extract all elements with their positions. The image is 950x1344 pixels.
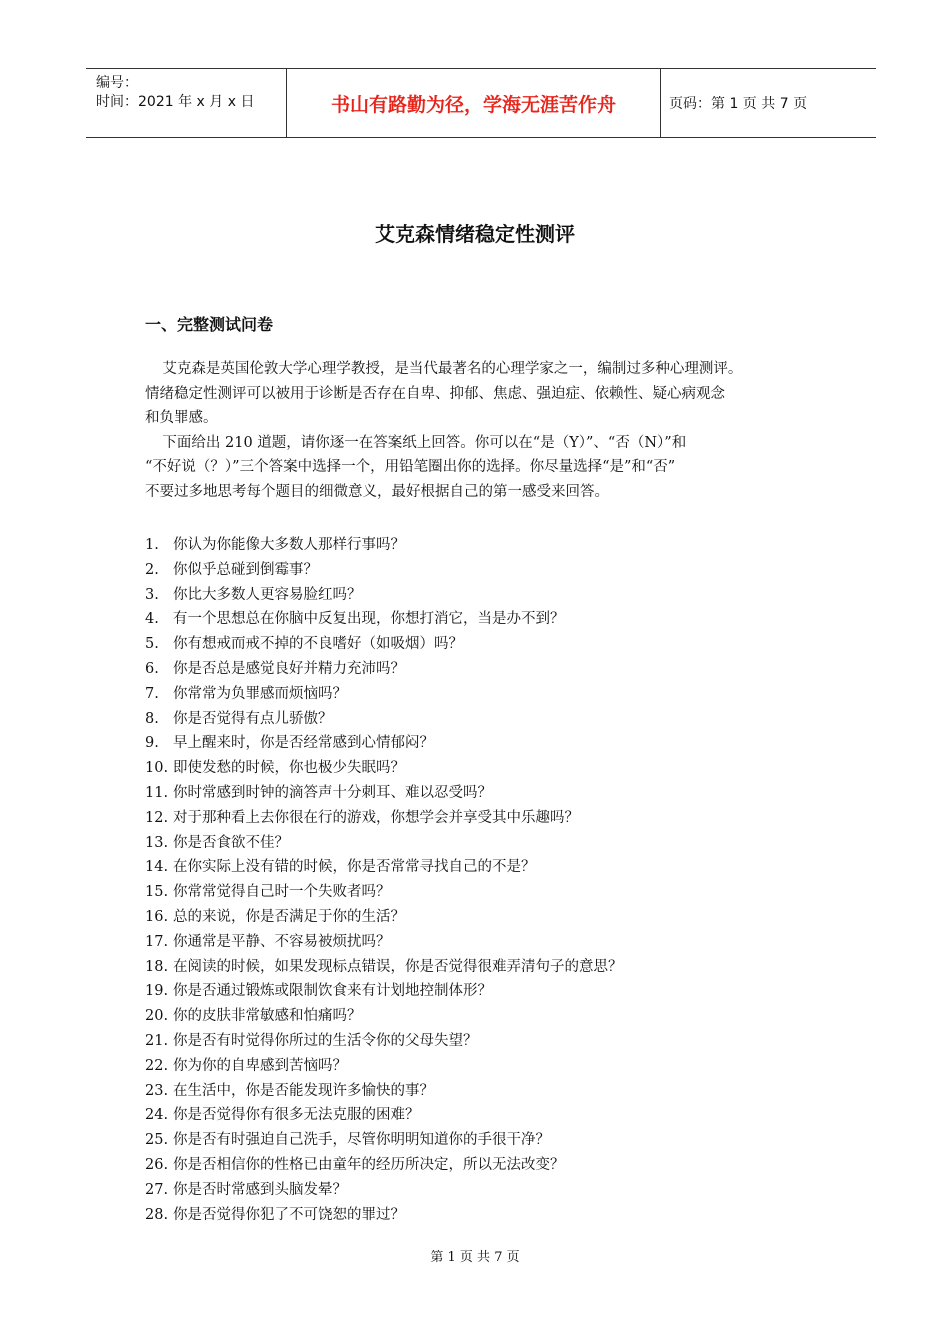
header-table bbox=[86, 68, 876, 138]
question-item bbox=[145, 905, 835, 930]
question-number: 20. bbox=[145, 1008, 169, 1025]
question-item bbox=[145, 880, 835, 905]
question-number: 28. bbox=[145, 1206, 169, 1223]
question-number: 21. bbox=[145, 1032, 169, 1049]
question-number: 14. bbox=[145, 859, 169, 876]
page-footer: 第 1 页 共 7 页 bbox=[430, 1250, 520, 1265]
question-number: 25. bbox=[145, 1132, 169, 1149]
question-number: 27. bbox=[145, 1181, 169, 1198]
question-text: 你比大多数人更容易脸红吗？ bbox=[173, 586, 362, 603]
question-text: 你似乎总碰到倒霉事？ bbox=[173, 561, 318, 578]
question-text: 总的来说，你是否满足于你的生活？ bbox=[173, 908, 405, 925]
question-item bbox=[145, 1054, 835, 1079]
question-text: 你是否总是感觉良好并精力充沛吗？ bbox=[173, 660, 405, 677]
question-item bbox=[145, 558, 835, 583]
question-text: 你常常为负罪感而烦恼吗？ bbox=[173, 685, 347, 702]
question-item bbox=[145, 583, 835, 608]
question-number: 11. bbox=[145, 784, 169, 801]
intro-line: 和负罪感。 bbox=[145, 410, 218, 426]
question-text: 在生活中，你是否能发现许多愉快的事？ bbox=[173, 1082, 434, 1099]
question-item bbox=[145, 1178, 835, 1203]
question-item bbox=[145, 955, 835, 980]
question-number: 18. bbox=[145, 958, 169, 975]
question-text: 你时常感到时钟的滴答声十分刺耳、难以忍受吗？ bbox=[173, 784, 492, 801]
question-text: 你有想戒而戒不掉的不良嗜好（如吸烟）吗？ bbox=[173, 636, 463, 653]
question-item bbox=[145, 979, 835, 1004]
question-text: 你是否相信你的性格已由童年的经历所决定，所以无法改变？ bbox=[173, 1156, 565, 1173]
document-title: 艾克森情绪稳定性测评 bbox=[375, 222, 575, 246]
question-text: 你是否觉得你有很多无法克服的困难？ bbox=[173, 1107, 420, 1124]
question-number: 15. bbox=[145, 884, 169, 901]
header-divider bbox=[660, 69, 661, 137]
intro-line: “不好说（？）”三个答案中选择一个，用铅笔圈出你的选择。你尽量选择“是”和“否” bbox=[145, 459, 676, 475]
question-text: 早上醒来时，你是否经常感到心情郁闷？ bbox=[173, 735, 434, 752]
question-item bbox=[145, 806, 835, 831]
question-number: 6. bbox=[145, 660, 159, 677]
question-text: 你是否觉得有点儿骄傲？ bbox=[173, 710, 333, 727]
question-number: 10. bbox=[145, 760, 169, 777]
section-heading: 一、完整测试问卷 bbox=[145, 315, 274, 334]
intro-line: 艾克森是英国伦敦大学心理学教授，是当代最著名的心理学家之一，编制过多种心理测评。 bbox=[162, 361, 743, 377]
question-item bbox=[145, 533, 835, 558]
question-number: 3. bbox=[145, 586, 159, 603]
question-number: 13. bbox=[145, 834, 169, 851]
intro-line: 情绪稳定性测评可以被用于诊断是否存在自卑、抑郁、焦虑、强迫症、依赖性、疑心病观念 bbox=[145, 385, 725, 402]
question-number: 2. bbox=[145, 561, 159, 578]
question-item bbox=[145, 855, 835, 880]
header-left-cell bbox=[86, 69, 286, 137]
question-number: 22. bbox=[145, 1057, 169, 1074]
question-item bbox=[145, 756, 835, 781]
question-text: 你通常是平静、不容易被烦扰吗？ bbox=[173, 933, 391, 950]
question-text: 你的皮肤非常敏感和怕痛吗？ bbox=[173, 1008, 362, 1025]
question-number: 24. bbox=[145, 1107, 169, 1124]
question-number: 16. bbox=[145, 908, 169, 925]
question-number: 4. bbox=[145, 611, 159, 628]
question-number: 7. bbox=[145, 685, 159, 702]
question-text: 在阅读的时候，如果发现标点错误，你是否觉得很难弄清句子的意思？ bbox=[173, 958, 623, 975]
question-number: 9. bbox=[145, 735, 159, 752]
header-motto: 书山有路勤为径，学海无涯苦作舟 bbox=[330, 93, 616, 116]
question-text: 有一个思想总在你脑中反复出现，你想打消它，当是办不到？ bbox=[173, 611, 565, 628]
question-item bbox=[145, 682, 835, 707]
question-item bbox=[145, 930, 835, 955]
question-item bbox=[145, 1079, 835, 1104]
question-item bbox=[145, 1004, 835, 1029]
question-number: 17. bbox=[145, 933, 169, 950]
question-number: 1. bbox=[145, 537, 159, 553]
question-text: 你为你的自卑感到苦恼吗？ bbox=[173, 1057, 347, 1074]
question-item bbox=[145, 657, 835, 682]
question-list bbox=[145, 533, 835, 1227]
question-item bbox=[145, 781, 835, 806]
time-label: 时间：2021 年 x 月 x 日 bbox=[96, 94, 255, 110]
question-number: 8. bbox=[145, 710, 159, 727]
intro-text bbox=[145, 357, 835, 504]
question-text: 你常常觉得自己时一个失败者吗？ bbox=[173, 884, 391, 901]
question-item bbox=[145, 1203, 835, 1228]
question-text: 你是否觉得你犯了不可饶恕的罪过？ bbox=[173, 1206, 405, 1223]
question-item bbox=[145, 1103, 835, 1128]
question-number: 12. bbox=[145, 809, 169, 826]
question-text: 在你实际上没有错的时候，你是否常常寻找自己的不是？ bbox=[173, 859, 536, 876]
question-text: 你是否通过锻炼或限制饮食来有计划地控制体形？ bbox=[173, 983, 492, 1000]
question-number: 5. bbox=[145, 636, 159, 653]
question-text: 你是否时常感到头脑发晕？ bbox=[173, 1181, 347, 1198]
question-text: 即使发愁的时候，你也极少失眠吗？ bbox=[173, 760, 405, 777]
question-text: 你是否有时强迫自己洗手，尽管你明明知道你的手很干净？ bbox=[173, 1132, 550, 1149]
question-item bbox=[145, 607, 835, 632]
question-item bbox=[145, 731, 835, 756]
question-text: 你认为你能像大多数人那样行事吗？ bbox=[173, 537, 405, 553]
intro-line: 下面给出 210 道题，请你逐一在答案纸上回答。你可以在“是（Y）”、“否（N）”和 bbox=[162, 434, 687, 451]
question-item bbox=[145, 707, 835, 732]
question-text: 对于那种看上去你很在行的游戏，你想学会并享受其中乐趣吗？ bbox=[173, 809, 579, 826]
question-text: 你是否有时觉得你所过的生活令你的父母失望？ bbox=[173, 1032, 478, 1049]
intro-line: 不要过多地思考每个题目的细微意义，最好根据自己的第一感受来回答。 bbox=[145, 483, 609, 500]
question-number: 26. bbox=[145, 1156, 169, 1173]
question-item bbox=[145, 831, 835, 856]
question-item bbox=[145, 1128, 835, 1153]
question-item bbox=[145, 632, 835, 657]
question-text: 你是否食欲不佳？ bbox=[173, 834, 289, 851]
question-item bbox=[145, 1153, 835, 1178]
question-number: 19. bbox=[145, 983, 169, 1000]
header-page-info: 页码：第 1 页 共 7 页 bbox=[669, 96, 808, 112]
question-number: 23. bbox=[145, 1082, 169, 1099]
serial-label: 编号： bbox=[96, 75, 138, 91]
question-item bbox=[145, 1029, 835, 1054]
